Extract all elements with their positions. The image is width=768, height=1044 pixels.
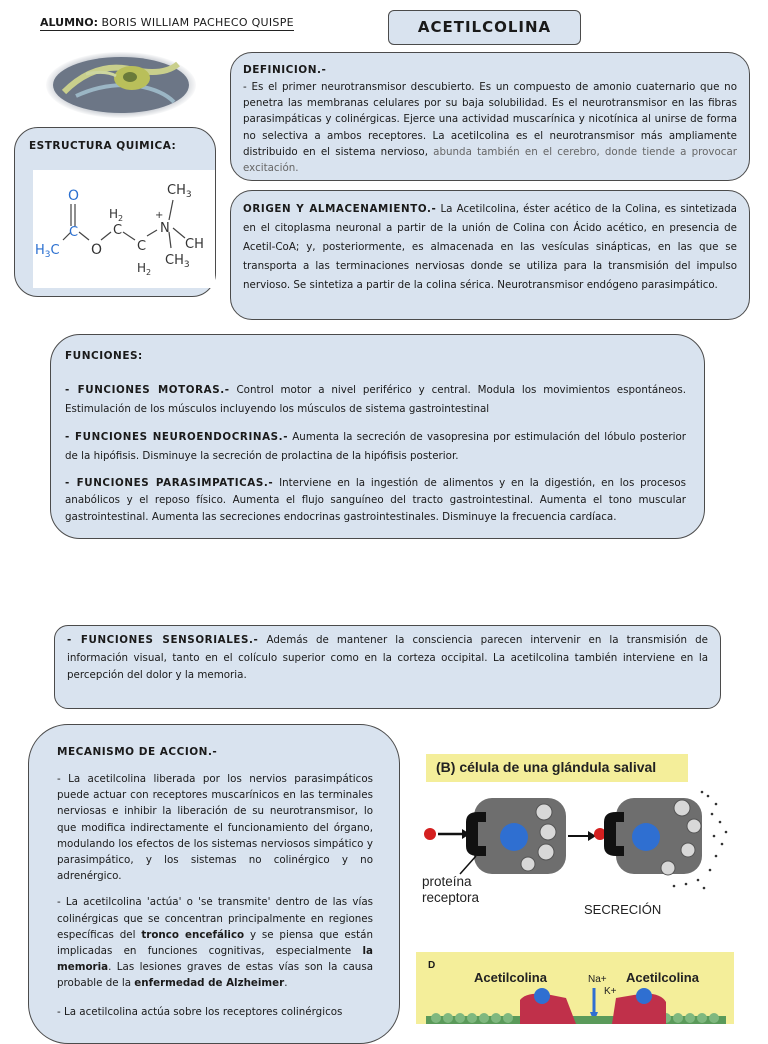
origen-body: La Acetilcolina, éster acético de la Colina, es sintetizada en el citoplasma neuronal a partir de la unión de Colina con Ácido acético, en presencia de Acetil-CoA; y, posteriormente, es almacenada en las vesículas sinápticas, en las que se transporta a las terminaciones nerviosas donde se utiliza para la transmisión del impulso nervioso. Se sintetiza a partir de la colina sérica. Neurotransmisor endógeno parasimpático. bbox=[243, 203, 737, 291]
funcion-neuroendocrinas-title: - FUNCIONES NEUROENDOCRINAS.- bbox=[65, 431, 289, 443]
mecanismo-p2-tronco: tronco encefálico bbox=[141, 928, 245, 941]
formula-c1: C bbox=[69, 225, 79, 240]
funcion-motoras-text: Control motor a nivel periférico y central. Modula los movimientos espontáneos. Estimulación de los músculos incluyendo los músculos de sistema gastrointestinal bbox=[65, 384, 686, 415]
mecanismo-p2-e: . Las lesiones graves de estas vías son la causa probable de la bbox=[57, 961, 373, 990]
formula-h2a: $H_2$ bbox=[109, 207, 124, 223]
formula-h2b: $H_2$ bbox=[137, 261, 152, 277]
mecanismo-p2-c: y se piensa que están implicadas en funciones cognitivas, especialmente bbox=[57, 928, 373, 958]
mecanismo-p2-a: - La acetilcolina 'actúa' o 'se transmite' dentro de las vías colinérgicas que se concentran principalmente en regiones específicas del bbox=[57, 896, 373, 941]
estructura-panel bbox=[14, 127, 216, 297]
neuron-icon bbox=[46, 52, 196, 118]
figure-b-label-protein bbox=[422, 874, 479, 906]
figure-d-k: K+ bbox=[604, 986, 617, 997]
figure-d-letter: D bbox=[428, 960, 436, 971]
funciones-panel bbox=[50, 334, 705, 539]
formula-o: O bbox=[68, 188, 80, 204]
funcion-motoras bbox=[65, 381, 686, 418]
mecanismo-p2 bbox=[57, 894, 373, 991]
student-line bbox=[40, 16, 294, 31]
formula-ch3c: $CH_3$ bbox=[165, 253, 190, 270]
student-label: ALUMNO: bbox=[40, 16, 98, 29]
funcion-parasimpaticas-text: Interviene en la ingestión de alimentos y en la digestión, en los procesos anabólicos y el reposo físico. Aumenta el flujo sanguíneo del tracto gastrointestinal. Aumenta el tono muscular gastrointestinal. Aumenta las secreciones endocrinas gastrointestinales. Disminuye la frecuencia cardíaca. bbox=[65, 477, 686, 523]
funcion-motoras-title: - FUNCIONES MOTORAS.- bbox=[65, 384, 230, 396]
label-protein: proteína bbox=[422, 874, 472, 889]
definicion-body-muted: abunda también en el cerebro, donde tiende a provocar excitación. bbox=[243, 145, 738, 175]
formula-ch3b: CH bbox=[185, 237, 204, 252]
definicion-heading: DEFINICION.- bbox=[243, 64, 327, 76]
sensoriales-panel bbox=[54, 625, 721, 709]
funciones-heading: FUNCIONES: bbox=[65, 350, 143, 362]
formula-c3: C bbox=[137, 239, 147, 254]
student-name: BORIS WILLIAM PACHECO QUISPE bbox=[101, 16, 294, 29]
figure-receptor-channel bbox=[416, 952, 734, 1024]
acetylcholine-structure bbox=[33, 170, 215, 288]
figure-b-title: (B) célula de una glándula salival bbox=[436, 759, 657, 775]
definicion-text bbox=[243, 79, 737, 176]
sensoriales-body: Además de mantener la consciencia parecen intervenir en la transmisión de información visual, tanto en el colículo superior como en la corteza occipital. La acetilcolina también interviene en la percepción del dolor y la memoria. bbox=[67, 634, 709, 681]
mecanismo-panel bbox=[28, 724, 400, 1044]
sensoriales-text bbox=[67, 632, 708, 685]
funcion-parasimpaticas-title: - FUNCIONES PARASIMPATICAS.- bbox=[65, 477, 274, 489]
formula-h3c: $H_3C$ bbox=[35, 243, 60, 260]
definicion-panel bbox=[230, 52, 750, 181]
formula-o2: O bbox=[91, 242, 103, 258]
mecanismo-p2-g: . bbox=[284, 977, 288, 990]
origen-panel bbox=[230, 190, 750, 320]
funcion-neuroendocrinas-text: Aumenta la secreción de vasopresina por estimulación del lóbulo posterior de la hipófisis. Disminuye la secreción de prolactina de la hipófisis posterior. bbox=[65, 431, 686, 462]
page-title bbox=[388, 10, 581, 45]
formula-ch3a: $CH_3$ bbox=[167, 183, 192, 200]
mecanismo-p3: - La acetilcolina actúa sobre los receptores colinérgicos bbox=[57, 1005, 343, 1018]
funcion-neuroendocrinas bbox=[65, 428, 686, 465]
origen-heading: ORIGEN Y ALMACENAMIENTO.- bbox=[243, 203, 437, 215]
sensoriales-title: - FUNCIONES SENSORIALES.- bbox=[67, 634, 259, 646]
label-receptor: receptora bbox=[422, 890, 480, 905]
definicion-body: - Es el primer neurotransmisor descubierto. Es un compuesto de amonio cuaternario que no penetra las membranas celulares por su baja solubilidad. Es el neurotransmisor en las fibras parasimpáticas y colinérgicas. Ejerce una actividad muscarínica y nicotínica al unirse de forma no selectiva a ambos receptores. La acetilcolina es el neurotransmisor más ampliamente distribuido en el sistema nervioso, bbox=[243, 81, 737, 158]
page-title-text: ACETILCOLINA bbox=[417, 18, 552, 36]
receptor-channel-diagram bbox=[416, 952, 734, 1024]
figure-salivary-gland bbox=[416, 752, 734, 922]
mecanismo-p2-alzheimer: enfermedad de Alzheimer bbox=[134, 977, 285, 990]
estructura-heading: ESTRUCTURA QUIMICA: bbox=[29, 140, 177, 152]
formula-plus: + bbox=[155, 210, 164, 221]
formula-n: N bbox=[160, 221, 170, 236]
figure-d-right-label: Acetilcolina bbox=[626, 970, 699, 985]
structure-diagram bbox=[33, 170, 215, 288]
mecanismo-heading: MECANISMO DE ACCION.- bbox=[57, 746, 218, 758]
figure-d-left-label: Acetilcolina bbox=[474, 970, 547, 985]
neuron-image bbox=[46, 52, 196, 118]
mecanismo-p2-memoria: la memoria bbox=[57, 945, 373, 974]
origen-text bbox=[243, 200, 737, 295]
formula-c2: C bbox=[113, 223, 123, 238]
figure-b-label-secretion: SECRECIÓN bbox=[584, 902, 662, 917]
mecanismo-p1: - La acetilcolina liberada por los nervios parasimpáticos puede actuar con receptores muscarínicos en las terminales nerviosas e inhibir la liberación de su neurotransmisor, lo que modifica indirectamente el funcionamiento del órgano, modulando los efectos de los sistemas nerviosos simpático y parasimpático, y los sistemas no colinérgico y no adrenérgico. bbox=[57, 773, 373, 883]
funcion-parasimpaticas bbox=[65, 475, 686, 526]
figure-d-na: Na+ bbox=[588, 974, 607, 985]
